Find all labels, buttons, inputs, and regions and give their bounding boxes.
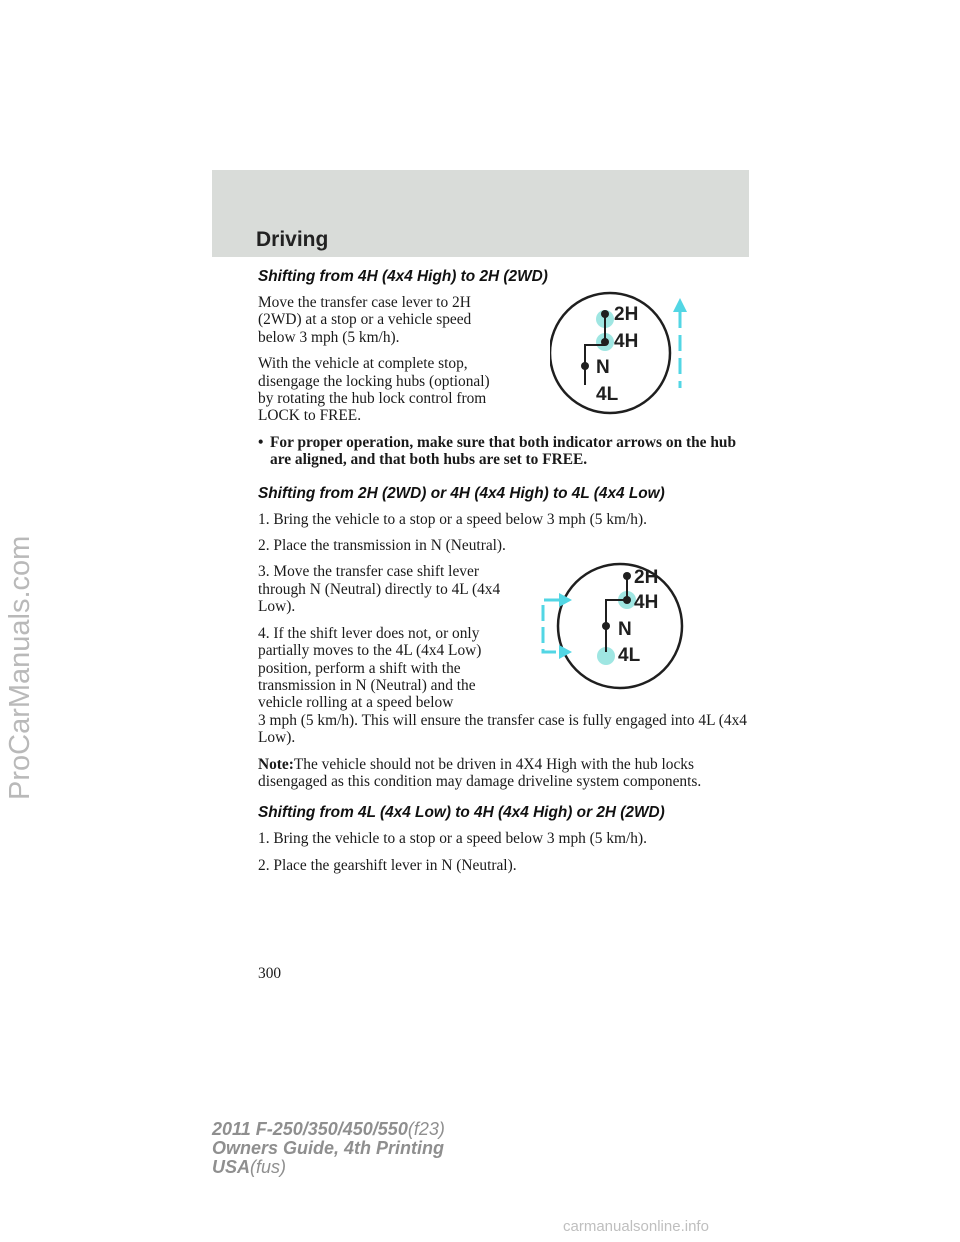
footer-model: 2011 F-250/350/450/550: [212, 1119, 408, 1139]
step-partial-shift: 4. If the shift lever does not, or only partially moves to the 4L (4x4 Low) position, perform a shift with the transmission in N (Neutral) and the vehicle rolling at a speed below: [258, 624, 482, 712]
page-number: 300: [258, 965, 282, 982]
bullet-mark: •: [258, 433, 264, 451]
step-partial-shift-cont: 3 mph (5 km/h). This will ensure the transfer case is fully engaged into 4L (4x4 Low).: [258, 711, 747, 747]
footer-guide: Owners Guide, 4th Printing: [212, 1138, 445, 1158]
label-4h: 4H: [614, 331, 639, 352]
position-dot-2h: [601, 310, 609, 318]
note-label: Note:: [258, 755, 294, 773]
label-2h: 2H: [614, 304, 639, 325]
label-4l: 4L: [596, 384, 619, 405]
shift-diagram-4h-to-2h: [550, 290, 710, 420]
footer-model-code: (f23): [407, 1119, 445, 1139]
section-title: Driving: [256, 228, 329, 251]
footer-region: USA: [212, 1157, 251, 1177]
heading-to-4l: Shifting from 2H (2WD) or 4H (4x4 High) to 4L (4x4 Low): [258, 484, 665, 502]
position-dot-4h: [623, 596, 631, 604]
note-paragraph: [258, 756, 748, 791]
step-move-lever: 3. Move the transfer case shift lever through N (Neutral) directly to 4L (4x4 Low).: [258, 563, 501, 616]
label-2h: 2H: [634, 567, 659, 588]
bullet-text: For proper operation, make sure that both indicator arrows on the hub are aligned, and that both hubs are set to FREE.: [270, 433, 737, 469]
heading-4h-to-2h: Shifting from 4H (4x4 High) to 2H (2WD): [258, 268, 548, 285]
label-n: N: [596, 357, 610, 378]
print-footer: [212, 1120, 445, 1177]
position-dot-4h: [601, 338, 609, 346]
label-4l: 4L: [618, 645, 641, 666]
bullet-item: [258, 434, 748, 469]
position-dot-2h: [623, 572, 631, 580]
paragraph-disengage-hubs: With the vehicle at complete stop, disengage the locking hubs (optional) by rotating the hub lock control from LOCK to FREE.: [258, 355, 490, 425]
position-dot-n: [581, 362, 589, 370]
section-header-band: [212, 170, 749, 257]
paragraph-move-lever: Move the transfer case lever to 2H (2WD) at a stop or a vehicle speed below 3 mph (5 km/h).: [258, 294, 472, 346]
arrow-up-icon: [673, 298, 687, 312]
step-stop-vehicle-2: 1. Bring the vehicle to a stop or a speed below 3 mph (5 km/h).: [258, 830, 647, 848]
step-neutral: 2. Place the transmission in N (Neutral).: [258, 537, 506, 555]
heading-from-4l: Shifting from 4L (4x4 Low) to 4H (4x4 High) or 2H (2WD): [258, 804, 665, 822]
footer-region-code: (fus): [250, 1157, 287, 1177]
site-watermark: carmanualsonline.info: [563, 1218, 709, 1235]
label-4h: 4H: [634, 592, 659, 613]
step-stop-vehicle: 1. Bring the vehicle to a stop or a speed below 3 mph (5 km/h).: [258, 510, 647, 528]
step-gearshift-neutral: 2. Place the gearshift lever in N (Neutral).: [258, 856, 517, 874]
label-n: N: [618, 619, 632, 640]
note-text: The vehicle should not be driven in 4X4 High with the hub locks disengaged as this condition may damage driveline system components.: [258, 755, 702, 790]
shift-diagram-to-4l: [510, 560, 690, 690]
side-watermark: ProCarManuals.com: [4, 535, 36, 800]
position-dot-n: [602, 622, 610, 630]
